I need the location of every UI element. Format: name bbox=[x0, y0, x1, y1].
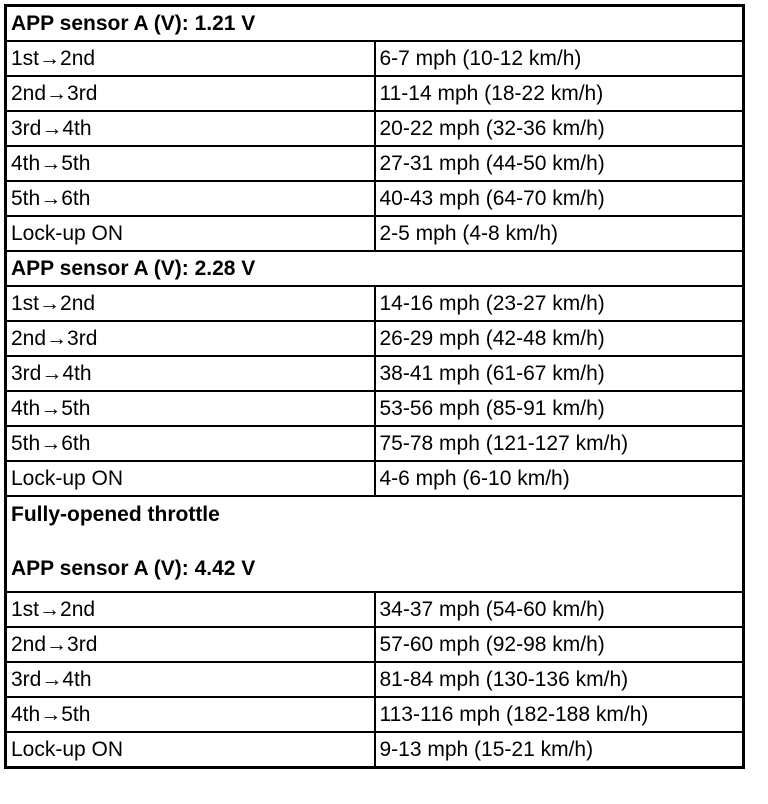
shift-cell: 1st→2nd bbox=[6, 286, 375, 321]
table-row bbox=[6, 76, 744, 111]
table-row bbox=[6, 111, 744, 146]
speed-cell: 38-41 mph (61-67 km/h) bbox=[375, 356, 744, 391]
table-row bbox=[6, 321, 744, 356]
speed-cell: 34-37 mph (54-60 km/h) bbox=[375, 592, 744, 627]
shift-cell: 4th→5th bbox=[6, 146, 375, 181]
section-header-row bbox=[6, 251, 744, 286]
shift-cell: Lock-up ON bbox=[6, 461, 375, 496]
speed-cell: 75-78 mph (121-127 km/h) bbox=[375, 426, 744, 461]
section-heading-cell bbox=[6, 496, 744, 592]
section-header-row bbox=[6, 6, 744, 42]
shift-cell: 4th→5th bbox=[6, 697, 375, 732]
shift-speed-table-body bbox=[6, 6, 744, 768]
speed-cell: 113-116 mph (182-188 km/h) bbox=[375, 697, 744, 732]
table-row bbox=[6, 697, 744, 732]
shift-speed-table bbox=[4, 4, 745, 769]
speed-cell: 2-5 mph (4-8 km/h) bbox=[375, 216, 744, 251]
shift-cell: 3rd→4th bbox=[6, 111, 375, 146]
speed-cell: 27-31 mph (44-50 km/h) bbox=[375, 146, 744, 181]
table-row bbox=[6, 592, 744, 627]
speed-cell: 14-16 mph (23-27 km/h) bbox=[375, 286, 744, 321]
section-heading: APP sensor A (V): 4.42 V bbox=[11, 557, 256, 580]
section-heading-line1: Fully-opened throttle bbox=[11, 503, 220, 526]
speed-cell: 6-7 mph (10-12 km/h) bbox=[375, 41, 744, 76]
shift-cell: 5th→6th bbox=[6, 426, 375, 461]
table-row bbox=[6, 146, 744, 181]
speed-cell: 40-43 mph (64-70 km/h) bbox=[375, 181, 744, 216]
speed-cell: 81-84 mph (130-136 km/h) bbox=[375, 662, 744, 697]
table-row bbox=[6, 426, 744, 461]
shift-cell: 5th→6th bbox=[6, 181, 375, 216]
speed-cell: 53-56 mph (85-91 km/h) bbox=[375, 391, 744, 426]
speed-cell: 57-60 mph (92-98 km/h) bbox=[375, 627, 744, 662]
shift-cell: 2nd→3rd bbox=[6, 76, 375, 111]
shift-cell: 4th→5th bbox=[6, 391, 375, 426]
table-row bbox=[6, 41, 744, 76]
section-heading: APP sensor A (V): 2.28 V bbox=[6, 251, 744, 286]
speed-cell: 26-29 mph (42-48 km/h) bbox=[375, 321, 744, 356]
table-row bbox=[6, 216, 744, 251]
shift-cell: Lock-up ON bbox=[6, 216, 375, 251]
section-heading: APP sensor A (V): 1.21 V bbox=[6, 6, 744, 42]
table-row bbox=[6, 627, 744, 662]
section-header-row bbox=[6, 496, 744, 592]
table-row bbox=[6, 286, 744, 321]
shift-cell: Lock-up ON bbox=[6, 732, 375, 768]
shift-cell: 3rd→4th bbox=[6, 356, 375, 391]
speed-cell: 4-6 mph (6-10 km/h) bbox=[375, 461, 744, 496]
table-row bbox=[6, 356, 744, 391]
shift-cell: 2nd→3rd bbox=[6, 627, 375, 662]
speed-cell: 9-13 mph (15-21 km/h) bbox=[375, 732, 744, 768]
shift-cell: 3rd→4th bbox=[6, 662, 375, 697]
shift-cell: 2nd→3rd bbox=[6, 321, 375, 356]
speed-cell: 20-22 mph (32-36 km/h) bbox=[375, 111, 744, 146]
table-row bbox=[6, 461, 744, 496]
table-row bbox=[6, 732, 744, 768]
shift-cell: 1st→2nd bbox=[6, 41, 375, 76]
table-row bbox=[6, 181, 744, 216]
speed-cell: 11-14 mph (18-22 km/h) bbox=[375, 76, 744, 111]
table-row bbox=[6, 662, 744, 697]
table-row bbox=[6, 391, 744, 426]
shift-cell: 1st→2nd bbox=[6, 592, 375, 627]
